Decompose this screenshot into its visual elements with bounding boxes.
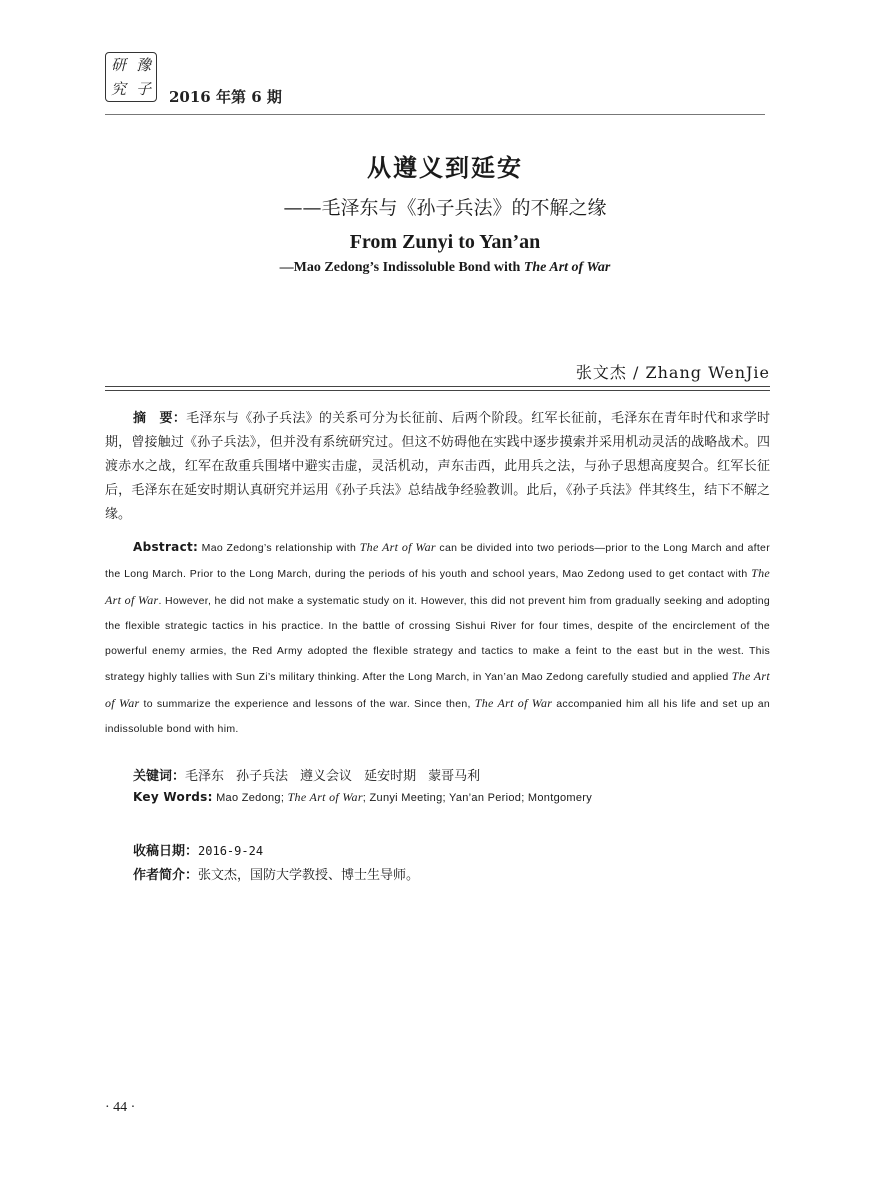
book-title: The Art of War <box>474 695 553 710</box>
abstract-cn-text: 毛泽东与《孙子兵法》的关系可分为长征前、后两个阶段。红军长征前，毛泽东在青年时代和求学时期，曾接触过《孙子兵法》，但并没有系统研究过。但这不妨碍他在实践中逐步摸索并采用机动灵活的战略战术。四渡赤水之战，红军在敌重兵围堵中避实击虚，灵活机动，声东击西，此用兵之法，与孙子思想高度契合。红军长征后，毛泽东在延安时期认真研究并运用《孙子兵法》总结战争经验教训。此后，《孙子兵法》伴其终生，结下不解之缘。 <box>105 411 770 522</box>
abstract-en-text: . However, he did not make a systematic study on it. However, this did not prevent him from gradually seeking and adopting the flexible strategic tactics in his practice. In the battle of crossing Sishui River for four times, despite of the encirclement of the powerful enemy armies, the Red Army adopted the flexible strategy and tactics to make a feint to the east but in the west. This strategy highly tallies with Sun Zi’s military thinking. After the Long March, in Yan’an Mao Zedong carefully studied and applied <box>105 594 771 684</box>
author-bio <box>133 864 419 883</box>
logo-char: 研 <box>110 55 126 74</box>
abstract-cn-label: 摘 要： <box>133 411 187 426</box>
book-title: The Art of War <box>359 540 436 554</box>
author-divider <box>105 386 770 391</box>
abstract-en-text: can be divided into two periods—prior to the Long March and after the Long March. Prior to the Long March, during the periods of his youth and school years, Mao Zedong used to get contact with <box>105 542 770 581</box>
journal-logo <box>105 52 157 102</box>
keyword: 延安时期 <box>364 769 417 784</box>
subtitle-english-italic: The Art of War <box>523 260 611 275</box>
abstract-en-label: Abstract: <box>133 540 199 554</box>
keywords-en-text: Mao Zedong; <box>212 792 288 804</box>
received-value: 2016-9-24 <box>198 844 264 858</box>
logo-char: 究 <box>110 79 126 98</box>
keyword: 毛泽东 <box>185 769 225 784</box>
page-number: · 44 · <box>105 1100 136 1115</box>
keywords-english <box>133 790 592 805</box>
subtitle-chinese: ——毛泽东与《孙子兵法》的不解之缘 <box>283 197 607 219</box>
book-title: The Art of War <box>287 790 363 804</box>
logo-char: 豫 <box>135 55 151 74</box>
bio-label: 作者简介： <box>133 868 199 883</box>
keywords-en-label: Key Words: <box>133 790 213 804</box>
journal-header <box>105 52 765 114</box>
abstract-english <box>105 535 770 742</box>
subtitle-english <box>0 260 890 276</box>
keyword: 孙子兵法 <box>236 769 289 784</box>
received-date <box>133 840 263 859</box>
issue-label: 2016 年第 6 期 <box>169 88 282 106</box>
title-english: From Zunyi to Yan’an <box>349 231 541 253</box>
book-title: The Art of War <box>105 669 770 710</box>
keyword: 蒙哥马利 <box>428 769 481 784</box>
logo-char: 子 <box>135 79 151 98</box>
keywords-en-text: ; Zunyi Meeting; Yan’an Period; Montgomery <box>362 792 593 804</box>
header-divider <box>105 114 765 115</box>
title-chinese: 从遵义到延安 <box>367 153 523 182</box>
abstract-chinese <box>105 407 770 527</box>
received-label: 收稿日期： <box>133 844 199 859</box>
bio-value: 张文杰，国防大学教授、博士生导师。 <box>198 868 420 883</box>
keywords-cn-label: 关键词： <box>133 769 186 784</box>
abstract-en-text: to summarize the experience and lessons of the war. Since then, <box>139 697 475 710</box>
book-title: The Art of War <box>105 566 770 607</box>
keyword: 遵义会议 <box>300 769 353 784</box>
abstract-en-text: accompanied him all his life and set up an indissoluble bond with him. <box>105 697 771 736</box>
keywords-chinese <box>133 765 492 784</box>
subtitle-english-text: —Mao Zedong’s Indissoluble Bond with <box>279 260 524 275</box>
author-line: 张文杰 / Zhang WenJie <box>575 363 770 382</box>
abstract-en-text: Mao Zedong’s relationship with <box>198 542 360 554</box>
